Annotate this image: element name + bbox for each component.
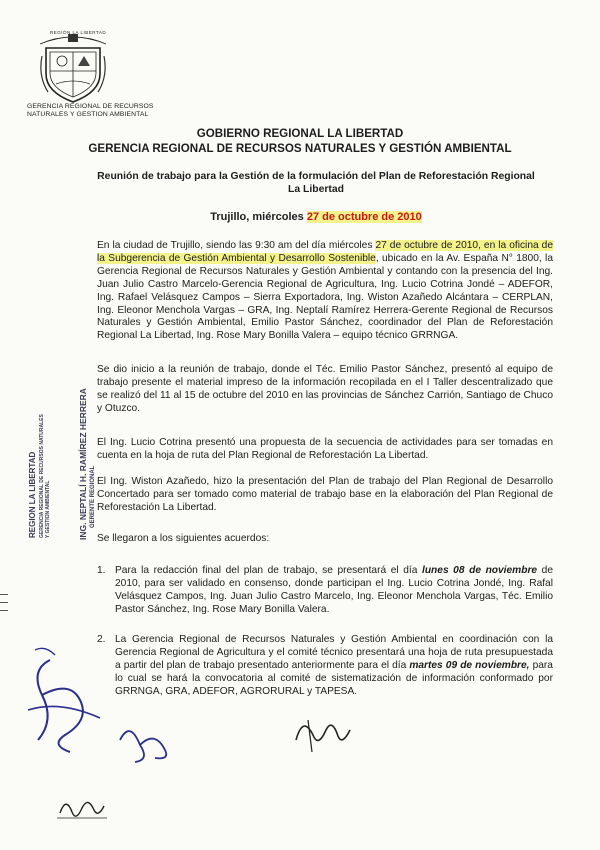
- meeting-date: 27 de octubre de 2010: [306, 211, 422, 223]
- paragraph-azanedo-presentation: El Ing. Wiston Azañedo, hizo la presentación del Plan de trabajo del Plan Regional de Desarrollo Concertado para ser tomado como material de trabajo base en la elaboración del Plan Regional de Reforestación La Libertad.: [97, 476, 553, 513]
- paragraph-agreements-intro: Se llegaron a los siguientes acuerdos:: [97, 533, 270, 544]
- date-prefix: Trujillo, miércoles: [210, 211, 307, 223]
- logo-motto: REGIÓN LA LIBERTAD: [50, 30, 107, 35]
- highlighted-location: 27 de octubre de 2010, en la oficina de la Subgerencia de Gestión Ambiental y Desarrollo Sostenible: [97, 240, 553, 264]
- official-stamp: [20, 328, 130, 540]
- handwritten-signature-center: [288, 700, 358, 760]
- handwritten-initials-bottom: [52, 788, 112, 828]
- agreement-item-2: 2. La Gerencia Regional de Recursos Naturales y Gestión Ambiental en coordinación con la Gerencia Regional de Agricultura y el comité técnico presentará una hoja de ruta presupuestada a partir del plan de trabajo presentado anteriormente para el día martes 09 de noviembre, para lo cual se hará la convocatoria al comité de sistematización de información conformado por GRRNGA, GRA, ADEFOR, AGRORURAL y TAPESA.: [97, 634, 553, 697]
- agreement-2-date: martes 09 de noviembre,: [409, 659, 530, 671]
- margin-mark: [0, 610, 8, 611]
- handwritten-signature-middle: [110, 700, 180, 770]
- logo-caption: GERENCIA REGIONAL DE RECURSOS NATURALES Y GESTION AMBIENTAL: [27, 103, 154, 118]
- meeting-subtitle: Reunión de trabajo para la Gestión de la formulación del Plan de Reforestación Regional La Libertad: [97, 171, 535, 195]
- agreement-item-1: 1. Para la redacción final del plan de trabajo, se presentará el día lunes 08 de noviembre de 2010, para ser validado en consenso, donde participan el Ing. Lucio Cotrina Jondé, Ing. Rafal Velásquez Campos, Ing. Juan Julio Castro Marcelo, Ing. Eleonor Menchola Vargas, Téc. Emilio Pastor Sánchez, Ing. Rose Mary Bonilla Valera.: [97, 565, 554, 615]
- stamp-official-name: ING. NEPTALÍ H. RAMÍREZ HERRERA: [78, 388, 88, 540]
- document-title-line1: GOBIERNO REGIONAL LA LIBERTAD: [196, 127, 404, 140]
- stamp-org-line1: REGION LA LIBERTAD: [28, 451, 37, 538]
- paragraph-cotrina-proposal: El Ing. Lucio Cotrina presentó una propuesta de la secuencia de actividades para ser tomadas en cuenta en la hoja de ruta del Plan Regional de Reforestación La Libertad.: [97, 437, 553, 461]
- margin-mark: [0, 594, 8, 595]
- stamp-org-line3: Y GESTION AMBIENTAL: [45, 480, 51, 538]
- margin-mark: [0, 602, 8, 603]
- paragraph-opening: Se dio inicio a la reunión de trabajo, donde el Téc. Emilio Pastor Sánchez, presentó al equipo de trabajo presente el material impreso de la información recopilada en el I Taller descentralizado que se realizó del 11 al 15 de octubre del 2010 en las provincias de Sánchez Carrión, Santiago de Chuco y Otuzco.: [97, 364, 553, 414]
- document-title-line2: GERENCIA REGIONAL DE RECURSOS NATURALES Y GESTIÓN AMBIENTAL: [88, 142, 512, 155]
- regional-coat-of-arms-logo: [38, 26, 108, 106]
- handwritten-signature-left: [20, 640, 110, 760]
- paragraph-attendees: En la ciudad de Trujillo, siendo las 9:30 am del día miércoles 27 de octubre de 2010, en la oficina de la Subgerencia de Gestión Ambiental y Desarrollo Sostenible, ubicado en la Av. España N° 1800, la Gerencia Regional de Recursos Naturales y Gestión Ambiental y contando con la presencia del Ing. Juan Julio Castro Marcelo-Gerencia Regional de Agricultura, Ing. Lucio Cotrina Jondé – ADEFOR, Ing. Rafael Velásquez Campos – Sierra Exportadora, Ing. Wiston Azañedo Alcántara – CERPLAN, Ing. Eleonor Menchola Vargas – GRA, Ing. Neptalí Ramírez Herrera-Gerente Regional de Recursos Naturales y Gestión Ambiental, Emilio Pastor Sánchez, coordinador del Plan de Reforestación Regional La Libertad, Ing. Rose Mary Bonilla Valera – equipo técnico GRRNGA.: [97, 240, 553, 342]
- date-line: [96, 211, 536, 223]
- stamp-official-role: GERENTE REGIONAL: [90, 465, 96, 528]
- stamp-org-line2: GERENCIA REGIONAL DE RECURSOS NATURALES: [39, 414, 45, 538]
- agreement-1-date: lunes 08 de noviembre: [422, 565, 538, 576]
